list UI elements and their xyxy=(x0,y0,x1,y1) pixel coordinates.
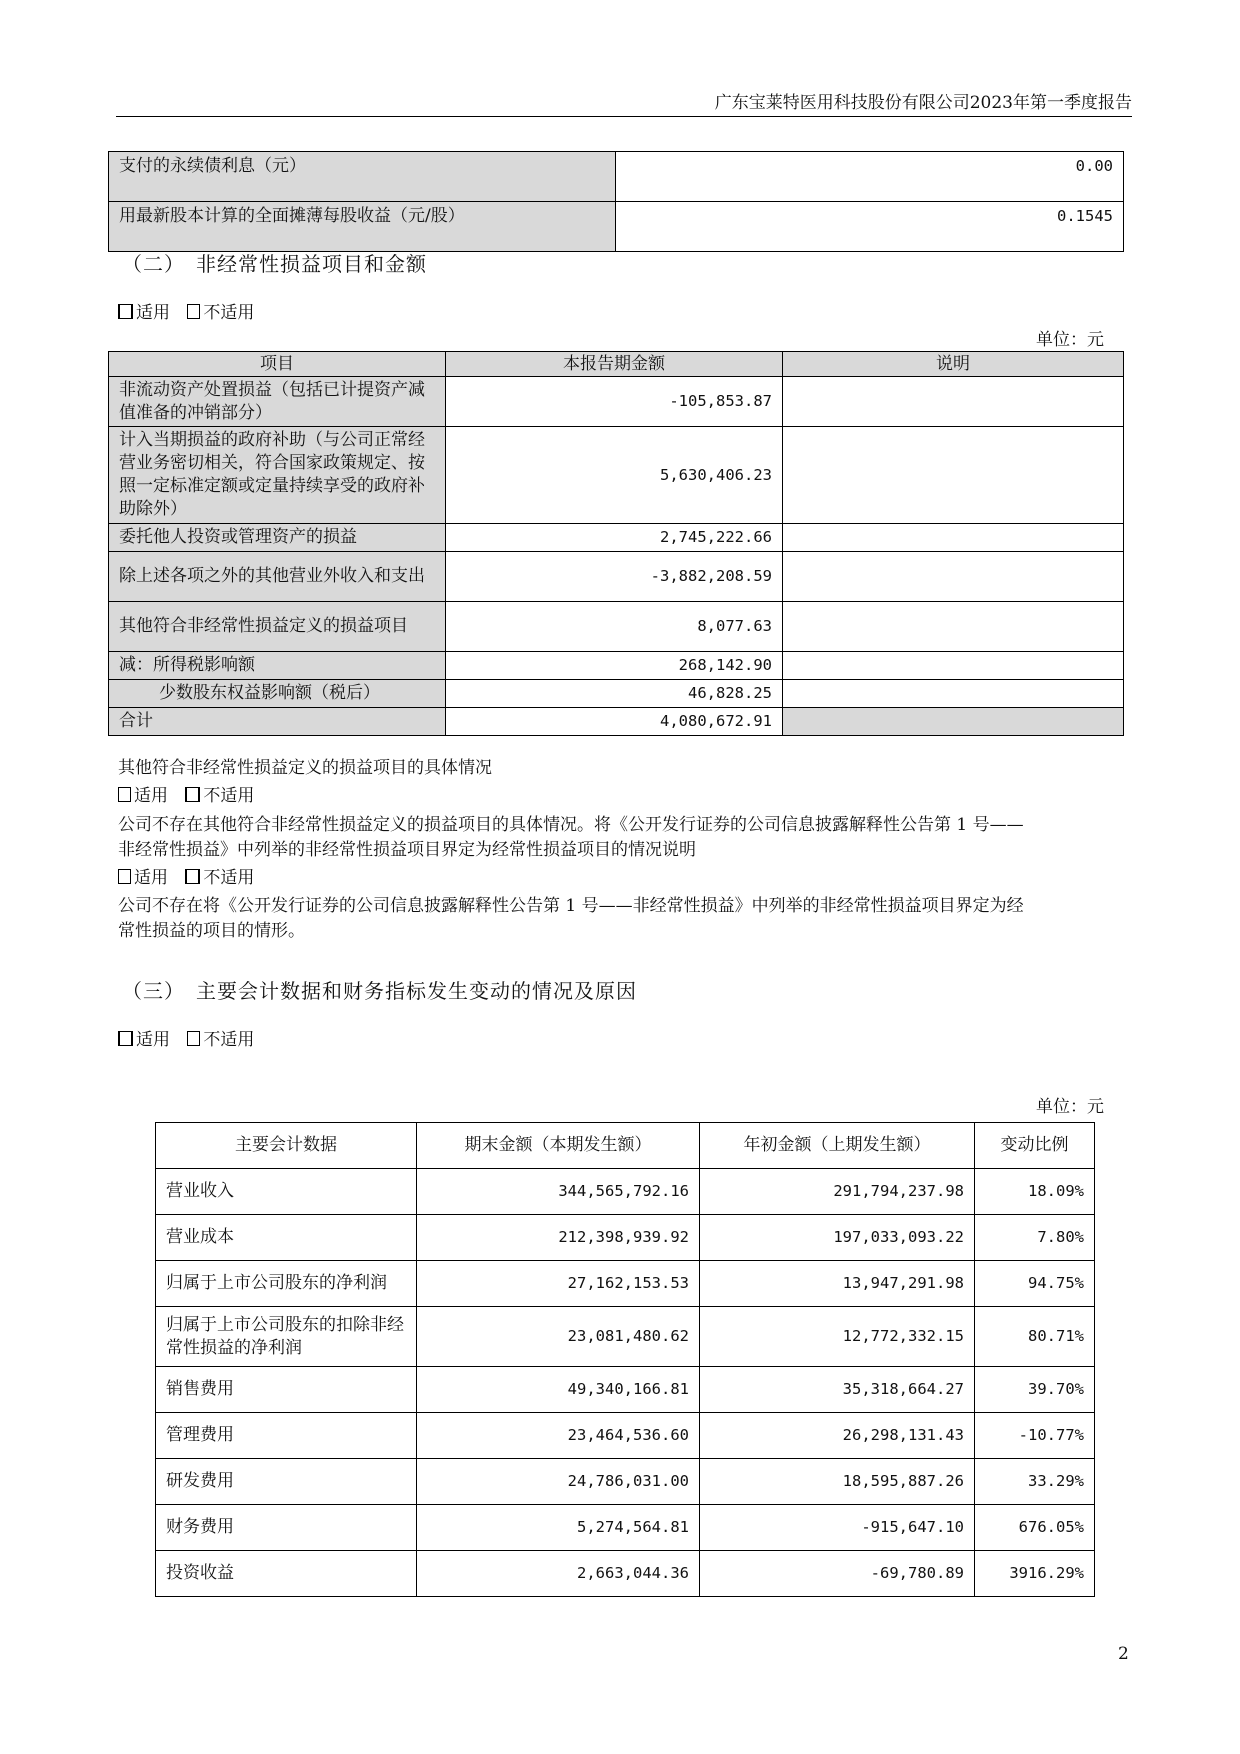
note-cell xyxy=(783,602,1124,652)
item-cell: 归属于上市公司股东的扣除非经常性损益的净利润 xyxy=(156,1307,417,1367)
table-row xyxy=(156,1413,1095,1459)
checkbox-checked-icon xyxy=(118,1031,133,1046)
row-label: 支付的永续债利息（元） xyxy=(109,152,616,202)
change-ratio-cell: 676.05% xyxy=(975,1505,1095,1551)
table-row xyxy=(156,1367,1095,1413)
item-cell: 少数股东权益影响额（税后） xyxy=(109,680,446,708)
table-row xyxy=(109,524,1124,552)
table-row xyxy=(156,1169,1095,1215)
current-amount-cell: 23,081,480.62 xyxy=(417,1307,700,1367)
previous-amount-cell: 35,318,664.27 xyxy=(700,1367,975,1413)
current-amount-cell: 27,162,153.53 xyxy=(417,1261,700,1307)
item-cell: 管理费用 xyxy=(156,1413,417,1459)
note-cell xyxy=(783,524,1124,552)
table-row xyxy=(156,1551,1095,1597)
not-applicable-label: 不适用 xyxy=(203,1030,255,1050)
note-cell xyxy=(783,680,1124,708)
table-row xyxy=(109,652,1124,680)
previous-amount-cell: 13,947,291.98 xyxy=(700,1261,975,1307)
row-value: 0.00 xyxy=(616,152,1124,202)
change-ratio-cell: 18.09% xyxy=(975,1169,1095,1215)
amount-cell: -3,882,208.59 xyxy=(446,552,783,602)
final-text-line: 常性损益的项目的情形。 xyxy=(118,921,305,941)
table-header-row xyxy=(156,1123,1095,1169)
previous-amount-cell: 12,772,332.15 xyxy=(700,1307,975,1367)
unit-label: 单位：元 xyxy=(1036,1097,1104,1117)
table-row xyxy=(109,152,1124,202)
column-header: 本报告期金额 xyxy=(446,352,783,377)
not-applicable-label: 不适用 xyxy=(203,786,255,806)
section-2-heading: （二） 非经常性损益项目和金额 xyxy=(122,252,427,276)
item-cell: 除上述各项之外的其他营业外收入和支出 xyxy=(109,552,446,602)
item-cell: 减：所得税影响额 xyxy=(109,652,446,680)
previous-amount-cell: 197,033,093.22 xyxy=(700,1215,975,1261)
item-cell: 委托他人投资或管理资产的损益 xyxy=(109,524,446,552)
item-cell: 研发费用 xyxy=(156,1459,417,1505)
previous-amount-cell: 291,794,237.98 xyxy=(700,1169,975,1215)
amount-cell: -105,853.87 xyxy=(446,377,783,427)
table-row xyxy=(109,680,1124,708)
change-ratio-cell: -10.77% xyxy=(975,1413,1095,1459)
applicability-options xyxy=(118,301,254,325)
table-row xyxy=(156,1215,1095,1261)
final-text-line: 公司不存在将《公开发行证券的公司信息披露解释性公告第 1 号——非经常性损益》中列举的非经常性损益项目界定为经 xyxy=(118,896,1024,916)
applicability-options xyxy=(118,1028,254,1052)
amount-cell: 268,142.90 xyxy=(446,652,783,680)
change-ratio-cell: 7.80% xyxy=(975,1215,1095,1261)
current-amount-cell: 5,274,564.81 xyxy=(417,1505,700,1551)
accounting-data-table xyxy=(155,1122,1095,1597)
current-amount-cell: 24,786,031.00 xyxy=(417,1459,700,1505)
non-recurring-table xyxy=(108,351,1124,736)
column-header: 主要会计数据 xyxy=(156,1123,417,1169)
current-amount-cell: 344,565,792.16 xyxy=(417,1169,700,1215)
not-applicable-label: 不适用 xyxy=(203,868,255,888)
item-cell: 营业成本 xyxy=(156,1215,417,1261)
item-cell: 计入当期损益的政府补助（与公司正常经营业务密切相关，符合国家政策规定、按照一定标准定额或定量持续享受的政府补助除外） xyxy=(109,427,446,524)
table-row xyxy=(109,202,1124,252)
note-cell xyxy=(783,708,1124,736)
unit-label: 单位：元 xyxy=(1036,330,1104,350)
change-ratio-cell: 94.75% xyxy=(975,1261,1095,1307)
amount-cell: 46,828.25 xyxy=(446,680,783,708)
note-cell xyxy=(783,552,1124,602)
table-row xyxy=(109,427,1124,524)
eps-table xyxy=(108,151,1124,252)
note-cell xyxy=(783,377,1124,427)
change-ratio-cell: 3916.29% xyxy=(975,1551,1095,1597)
amount-cell: 8,077.63 xyxy=(446,602,783,652)
amount-cell: 5,630,406.23 xyxy=(446,427,783,524)
item-cell: 财务费用 xyxy=(156,1505,417,1551)
checkbox-checked-icon xyxy=(118,304,133,319)
other-items-text-line: 公司不存在其他符合非经常性损益定义的损益项目的具体情况。将《公开发行证券的公司信息披露解释性公告第 1 号—— xyxy=(118,815,1024,835)
column-header: 期末金额（本期发生额） xyxy=(417,1123,700,1169)
current-amount-cell: 212,398,939.92 xyxy=(417,1215,700,1261)
checkbox-unchecked-icon xyxy=(118,787,131,802)
note-cell xyxy=(783,652,1124,680)
item-cell: 其他符合非经常性损益定义的损益项目 xyxy=(109,602,446,652)
page-number: 2 xyxy=(1118,1644,1129,1664)
change-ratio-cell: 80.71% xyxy=(975,1307,1095,1367)
note-cell xyxy=(783,427,1124,524)
current-amount-cell: 23,464,536.60 xyxy=(417,1413,700,1459)
applicable-label: 适用 xyxy=(134,868,168,888)
checkbox-unchecked-icon xyxy=(187,1031,200,1046)
row-label: 用最新股本计算的全面摊薄每股收益（元/股） xyxy=(109,202,616,252)
table-header-row xyxy=(109,352,1124,377)
table-row xyxy=(156,1261,1095,1307)
item-cell: 归属于上市公司股东的净利润 xyxy=(156,1261,417,1307)
applicable-label: 适用 xyxy=(136,1030,170,1050)
checkbox-unchecked-icon xyxy=(118,869,131,884)
item-cell: 销售费用 xyxy=(156,1367,417,1413)
item-cell: 营业收入 xyxy=(156,1169,417,1215)
column-header: 变动比例 xyxy=(975,1123,1095,1169)
checkbox-checked-icon xyxy=(185,787,200,802)
section-3-heading: （三） 主要会计数据和财务指标发生变动的情况及原因 xyxy=(122,979,637,1003)
change-ratio-cell: 39.70% xyxy=(975,1367,1095,1413)
table-row xyxy=(156,1459,1095,1505)
amount-cell: 4,080,672.91 xyxy=(446,708,783,736)
table-row xyxy=(109,602,1124,652)
not-applicable-label: 不适用 xyxy=(203,303,255,323)
item-cell: 投资收益 xyxy=(156,1551,417,1597)
current-amount-cell: 49,340,166.81 xyxy=(417,1367,700,1413)
item-cell: 合计 xyxy=(109,708,446,736)
column-header: 项目 xyxy=(109,352,446,377)
table-row xyxy=(156,1505,1095,1551)
page-header xyxy=(116,86,1132,117)
applicable-label: 适用 xyxy=(134,786,168,806)
table-row xyxy=(156,1307,1095,1367)
applicability-options xyxy=(118,866,254,890)
previous-amount-cell: -915,647.10 xyxy=(700,1505,975,1551)
table-row-total xyxy=(109,708,1124,736)
checkbox-checked-icon xyxy=(185,869,200,884)
previous-amount-cell: -69,780.89 xyxy=(700,1551,975,1597)
applicability-options xyxy=(118,784,254,808)
table-row xyxy=(109,377,1124,427)
change-ratio-cell: 33.29% xyxy=(975,1459,1095,1505)
previous-amount-cell: 26,298,131.43 xyxy=(700,1413,975,1459)
current-amount-cell: 2,663,044.36 xyxy=(417,1551,700,1597)
amount-cell: 2,745,222.66 xyxy=(446,524,783,552)
table-row xyxy=(109,552,1124,602)
other-items-text-line: 非经常性损益》中列举的非经常性损益项目界定为经常性损益项目的情况说明 xyxy=(118,840,696,860)
checkbox-unchecked-icon xyxy=(187,304,200,319)
column-header: 年初金额（上期发生额） xyxy=(700,1123,975,1169)
column-header: 说明 xyxy=(783,352,1124,377)
item-cell: 非流动资产处置损益（包括已计提资产减值准备的冲销部分） xyxy=(109,377,446,427)
row-value: 0.1545 xyxy=(616,202,1124,252)
other-items-title: 其他符合非经常性损益定义的损益项目的具体情况 xyxy=(118,758,492,778)
report-title: 广东宝莱特医用科技股份有限公司2023年第一季度报告 xyxy=(714,93,1132,113)
previous-amount-cell: 18,595,887.26 xyxy=(700,1459,975,1505)
applicable-label: 适用 xyxy=(136,303,170,323)
